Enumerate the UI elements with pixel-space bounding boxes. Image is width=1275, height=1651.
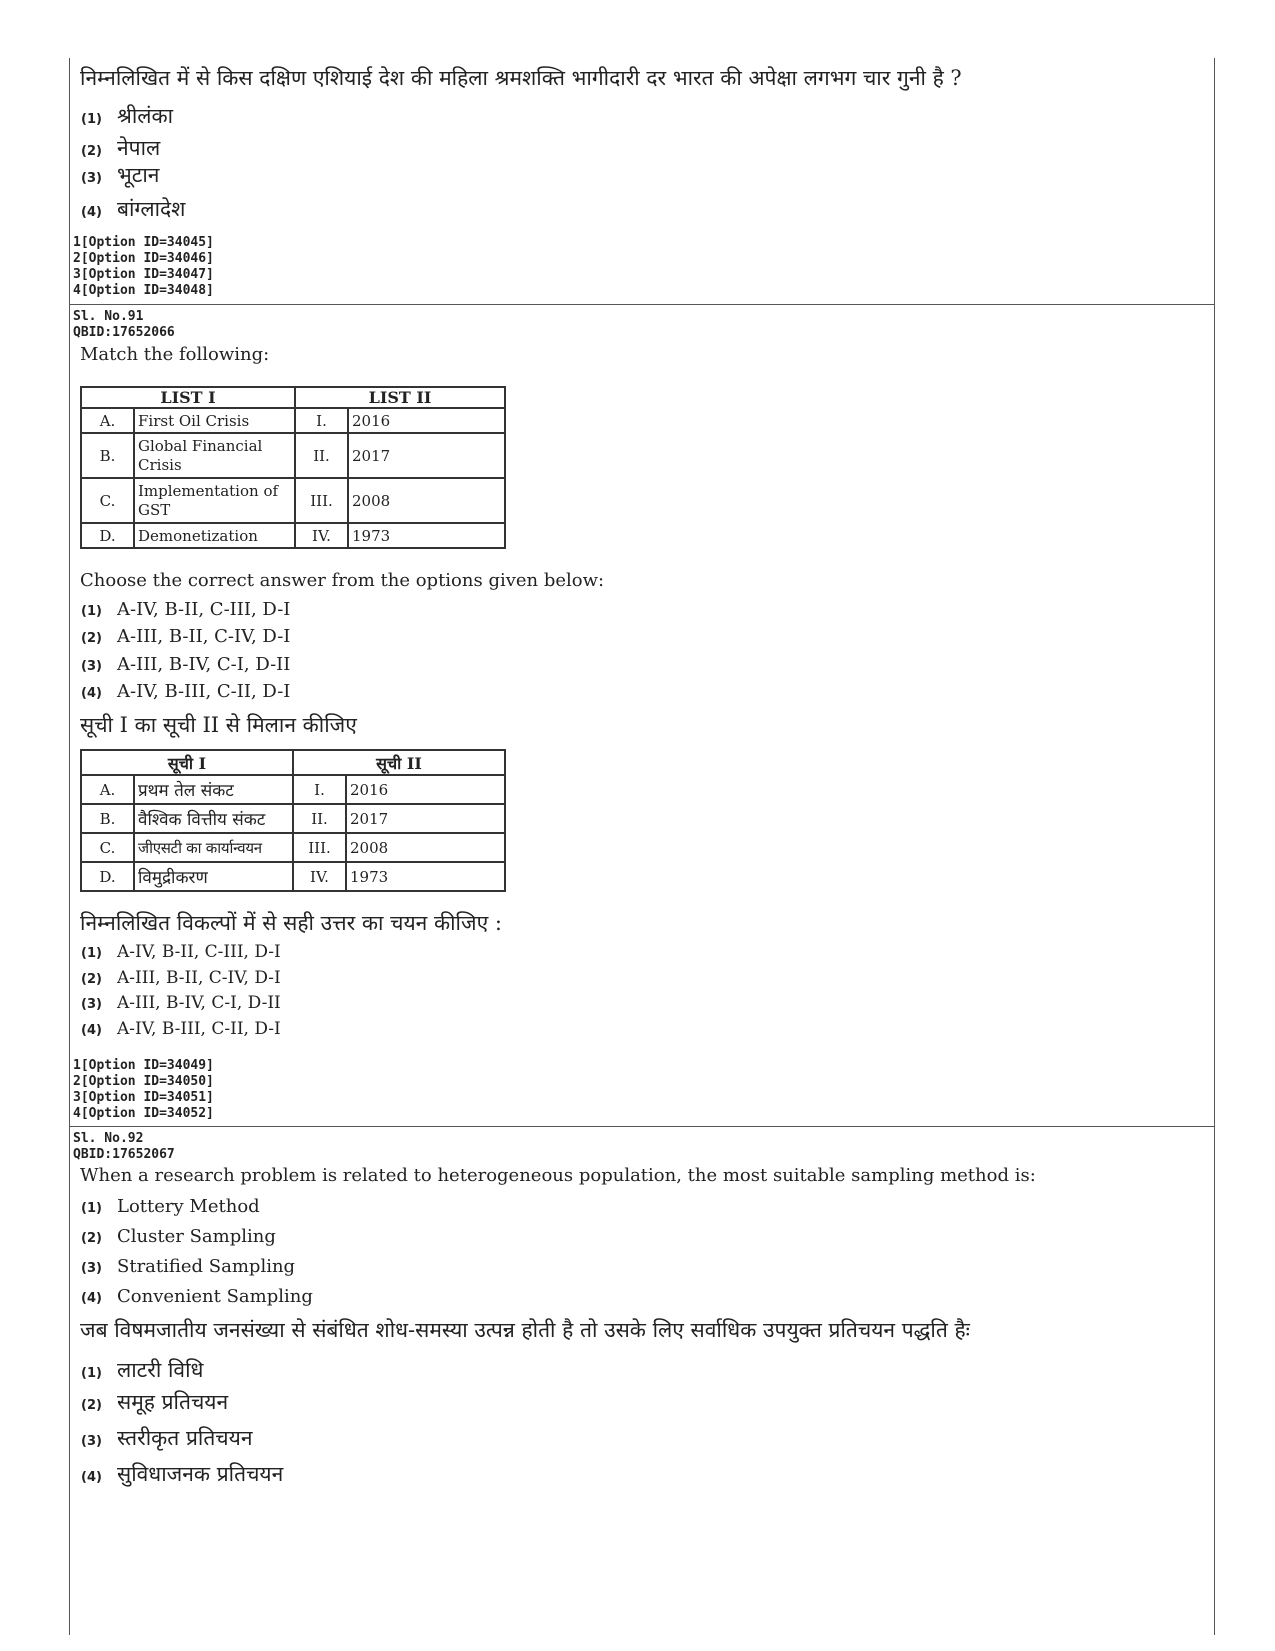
option-number: (1) [81, 1366, 102, 1381]
divider [70, 304, 1214, 305]
row-numeral: III. [293, 833, 346, 862]
option-number: (4) [81, 1023, 102, 1038]
option-2 [81, 1388, 228, 1416]
option-id: 3[Option ID=34047] [73, 267, 214, 282]
table-row [81, 862, 505, 891]
list-ii-item: 2008 [346, 833, 505, 862]
table-row [81, 478, 505, 523]
row-letter: B. [81, 433, 134, 478]
option-3 [81, 1424, 252, 1452]
list-i-header: LIST I [81, 387, 295, 408]
option-text: सुविधाजनक प्रतिचयन [117, 1462, 284, 1486]
option-3 [81, 993, 281, 1013]
option-1 [81, 102, 173, 130]
option-number: (2) [81, 631, 102, 646]
option-2 [81, 1226, 276, 1247]
serial-number: Sl. No.92 [73, 1131, 144, 1146]
option-1 [81, 942, 281, 962]
row-numeral: I. [295, 408, 348, 433]
qbid: QBID:17652066 [73, 325, 175, 340]
option-number: (1) [81, 112, 102, 127]
option-id: 1[Option ID=34049] [73, 1058, 214, 1073]
list-ii-header: सूची II [293, 750, 505, 775]
list-i-item: जीएसटी का कार्यान्वयन [134, 833, 293, 862]
option-number: (1) [81, 1201, 102, 1216]
option-number: (3) [81, 659, 102, 674]
list-ii-item: 1973 [348, 523, 505, 548]
list-i-item: Implementation of GST [134, 478, 295, 523]
question-frame [69, 58, 1215, 1635]
match-table-en [80, 386, 506, 549]
option-number: (2) [81, 144, 102, 159]
option-text: Cluster Sampling [117, 1226, 276, 1247]
option-id: 3[Option ID=34051] [73, 1090, 214, 1105]
option-id-list [73, 1058, 214, 1122]
table-row [81, 804, 505, 833]
option-text: A-III, B-IV, C-I, D-II [117, 654, 291, 675]
option-number: (3) [81, 1261, 102, 1276]
list-ii-item: 1973 [346, 862, 505, 891]
option-number: (3) [81, 997, 102, 1012]
list-i-header: सूची I [81, 750, 293, 775]
option-4 [81, 1019, 281, 1039]
option-number: (3) [81, 171, 102, 186]
option-text: A-III, B-II, C-IV, D-I [117, 968, 281, 988]
option-text: समूह प्रतिचयन [117, 1390, 229, 1414]
list-ii-item: 2016 [346, 775, 505, 804]
list-ii-item: 2017 [348, 433, 505, 478]
option-text: लाटरी विधि [117, 1358, 204, 1382]
option-text: Convenient Sampling [117, 1286, 313, 1307]
table-row [81, 523, 505, 548]
list-i-item: Demonetization [134, 523, 295, 548]
list-i-item: वैश्विक वित्तीय संकट [134, 804, 293, 833]
row-numeral: II. [295, 433, 348, 478]
option-number: (2) [81, 1231, 102, 1246]
option-number: (4) [81, 205, 102, 220]
option-4 [81, 681, 290, 702]
row-letter: C. [81, 478, 134, 523]
table-row [81, 833, 505, 862]
match-table-hi [80, 749, 506, 892]
option-text: A-IV, B-III, C-II, D-I [117, 1019, 281, 1039]
list-i-item: First Oil Crisis [134, 408, 295, 433]
option-text: Stratified Sampling [117, 1256, 296, 1277]
option-2 [81, 968, 281, 988]
option-text: बांग्लादेश [117, 197, 186, 221]
option-number: (1) [81, 604, 102, 619]
row-letter: B. [81, 804, 134, 833]
option-3 [81, 1256, 295, 1277]
row-numeral: IV. [295, 523, 348, 548]
option-text: A-III, B-II, C-IV, D-I [117, 626, 291, 647]
option-number: (1) [81, 946, 102, 961]
option-number: (3) [81, 1434, 102, 1449]
list-i-item: Global Financial Crisis [134, 433, 295, 478]
option-1 [81, 1356, 203, 1384]
option-number: (2) [81, 972, 102, 987]
qbid: QBID:17652067 [73, 1147, 175, 1162]
option-id: 4[Option ID=34048] [73, 283, 214, 298]
row-letter: A. [81, 775, 134, 804]
table-header-row [81, 750, 505, 775]
list-ii-header: LIST II [295, 387, 505, 408]
option-id: 2[Option ID=34046] [73, 251, 214, 266]
option-text: नेपाल [117, 136, 161, 160]
question-text-hindi: जब विषमजातीय जनसंख्या से संबंधित शोध-समस्या उत्पन्न होती है तो उसके लिए सर्वाधिक उपयुक्त प्रतिचयन पद्धति हैः [80, 1318, 970, 1342]
row-numeral: III. [295, 478, 348, 523]
list-i-item: विमुद्रीकरण [134, 862, 293, 891]
row-numeral: I. [293, 775, 346, 804]
option-text: श्रीलंका [117, 104, 174, 128]
list-ii-item: 2016 [348, 408, 505, 433]
row-letter: D. [81, 862, 134, 891]
option-2 [81, 134, 160, 162]
choose-instruction-hindi: निम्नलिखित विकल्पों में से सही उत्तर का चयन कीजिए : [80, 911, 502, 935]
serial-number: Sl. No.91 [73, 309, 144, 324]
option-4 [81, 195, 185, 223]
option-number: (4) [81, 1291, 102, 1306]
table-row [81, 775, 505, 804]
choose-instruction: Choose the correct answer from the options given below: [80, 570, 605, 591]
option-text: A-IV, B-II, C-III, D-I [117, 599, 291, 620]
option-id: 1[Option ID=34045] [73, 235, 214, 250]
question-header [73, 1131, 175, 1163]
option-number: (2) [81, 1398, 102, 1413]
question-text: When a research problem is related to heterogeneous population, the most suitable sampling method is: [80, 1165, 1036, 1186]
option-text: A-IV, B-II, C-III, D-I [117, 942, 281, 962]
row-letter: D. [81, 523, 134, 548]
row-numeral: IV. [293, 862, 346, 891]
divider [70, 1126, 1214, 1127]
option-id: 2[Option ID=34050] [73, 1074, 214, 1089]
table-row [81, 433, 505, 478]
option-number: (4) [81, 686, 102, 701]
table-row [81, 408, 505, 433]
option-1 [81, 1196, 260, 1217]
option-id: 4[Option ID=34052] [73, 1106, 214, 1121]
row-letter: C. [81, 833, 134, 862]
question-prompt: Match the following: [80, 344, 270, 365]
option-number: (4) [81, 1470, 102, 1485]
option-text: A-III, B-IV, C-I, D-II [117, 993, 281, 1013]
row-letter: A. [81, 408, 134, 433]
option-3 [81, 654, 290, 675]
option-text: A-IV, B-III, C-II, D-I [117, 681, 291, 702]
list-ii-item: 2008 [348, 478, 505, 523]
question-text: निम्नलिखित में से किस दक्षिण एशियाई देश की महिला श्रमशक्ति भागीदारी दर भारत की अपेक्षा लगभग चार गुनी है ? [80, 66, 962, 90]
option-id-list [73, 235, 214, 299]
question-prompt-hindi: सूची I का सूची II से मिलान कीजिए [80, 713, 357, 737]
list-ii-item: 2017 [346, 804, 505, 833]
row-numeral: II. [293, 804, 346, 833]
question-header [73, 309, 175, 341]
option-1 [81, 599, 290, 620]
option-text: भूटान [117, 163, 160, 187]
list-i-item: प्रथम तेल संकट [134, 775, 293, 804]
option-4 [81, 1460, 283, 1488]
option-text: स्तरीकृत प्रतिचयन [117, 1426, 253, 1450]
option-2 [81, 626, 290, 647]
option-4 [81, 1286, 313, 1307]
option-text: Lottery Method [117, 1196, 260, 1217]
option-3 [81, 161, 159, 189]
table-header-row [81, 387, 505, 408]
